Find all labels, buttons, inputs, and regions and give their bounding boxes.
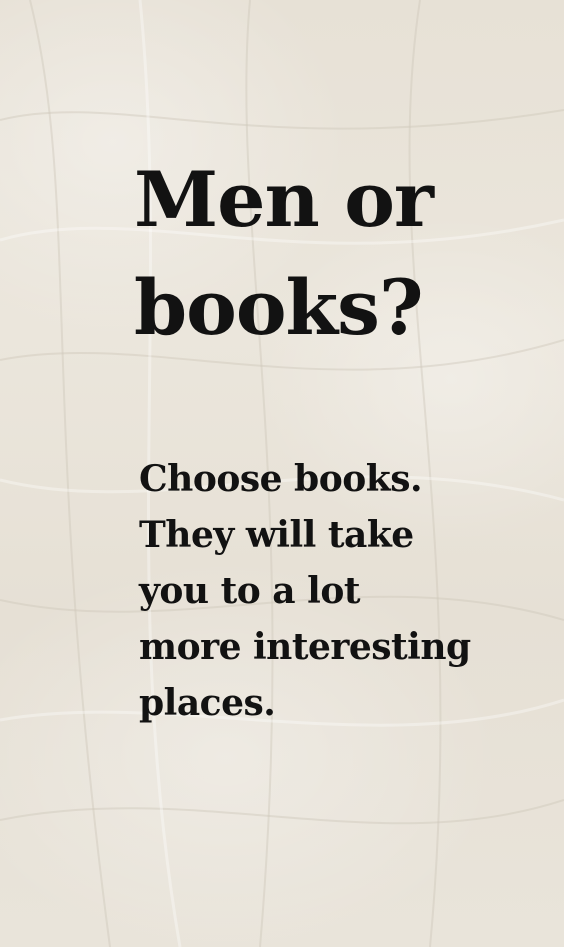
quote-line-2: They will take xyxy=(139,514,414,556)
headline-line-2: books? xyxy=(134,263,423,352)
quote-line-5: places. xyxy=(139,682,276,724)
quote-line-1: Choose books. xyxy=(139,458,422,500)
quote-line-4: more interesting xyxy=(139,626,471,668)
headline xyxy=(134,146,554,362)
quote-text xyxy=(139,451,559,731)
quote-line-3: you to a lot xyxy=(139,570,360,612)
headline-line-1: Men or xyxy=(134,155,433,244)
